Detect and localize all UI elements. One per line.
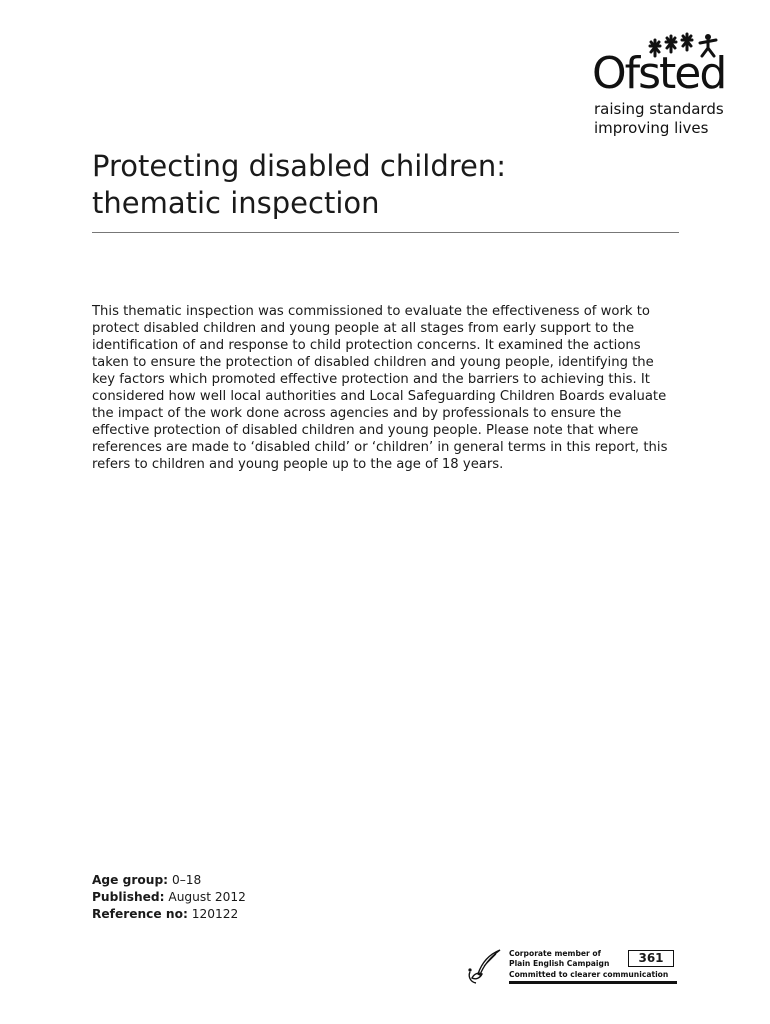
logo-tagline: raising standards bbox=[594, 100, 724, 118]
reference-row bbox=[92, 906, 246, 923]
logo-tagline: improving lives bbox=[594, 119, 709, 137]
pec-line: Plain English Campaign bbox=[509, 959, 610, 968]
published-label: Published: bbox=[92, 890, 165, 904]
quill-pen-icon bbox=[466, 948, 504, 986]
member-number-badge: 361 bbox=[628, 950, 674, 967]
age-group-label: Age group: bbox=[92, 873, 169, 887]
logo-wordmark: Ofsted bbox=[592, 48, 726, 99]
published-row bbox=[92, 889, 246, 906]
ofsted-logo bbox=[592, 32, 732, 138]
pec-underline bbox=[509, 981, 677, 984]
document-title bbox=[92, 148, 692, 222]
title-divider bbox=[92, 232, 679, 233]
reference-label: Reference no: bbox=[92, 907, 188, 921]
title-line: Protecting disabled children: bbox=[92, 149, 507, 183]
plain-english-campaign-badge bbox=[466, 944, 678, 990]
pec-line: Committed to clearer communication bbox=[509, 970, 669, 979]
abstract-paragraph: This thematic inspection was commissioned to evaluate the effectiveness of work to protect disabled children and young people at all stages from early support to the identification of and response to child protection concerns. It examined the actions taken to ensure the protection of disabled children and young people, identifying the key factors which promoted effective protection and the barriers to achieving this. It considered how well local authorities and Local Safeguarding Children Boards evaluate the impact of the work done across agencies and by professionals to ensure the effective protection of disabled children and young people. Please note that where references are made to ‘disabled child’ or ‘children’ in general terms in this report, this refers to children and young people up to the age of 18 years. bbox=[92, 304, 668, 472]
age-group-value: 0–18 bbox=[171, 873, 202, 887]
age-group-row bbox=[92, 872, 246, 889]
published-value: August 2012 bbox=[168, 890, 246, 904]
title-line: thematic inspection bbox=[92, 186, 380, 220]
reference-value: 120122 bbox=[191, 907, 239, 921]
document-metadata bbox=[92, 872, 246, 923]
pec-line: Corporate member of bbox=[509, 949, 601, 958]
